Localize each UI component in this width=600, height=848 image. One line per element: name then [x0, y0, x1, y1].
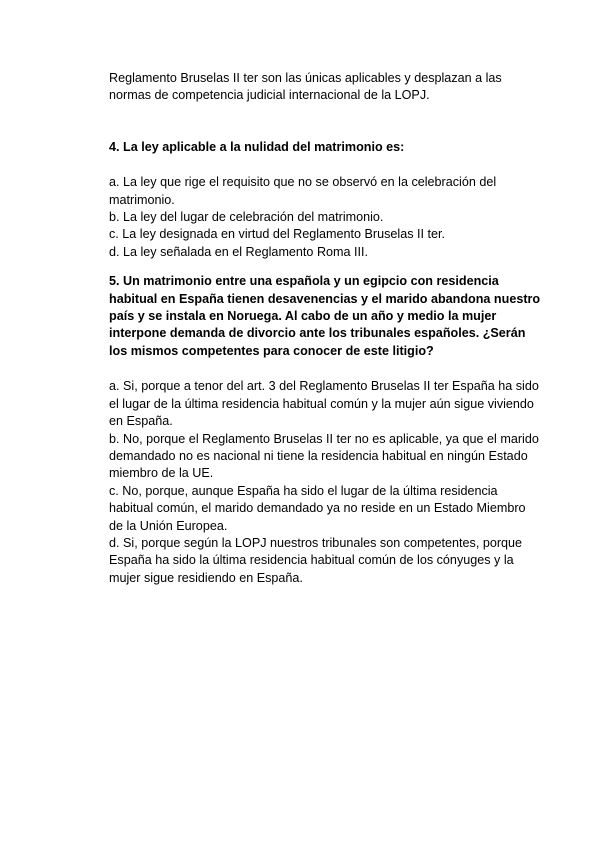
question-5-title: 5. Un matrimonio entre una española y un egipcio con residencia habitual en España tienen desavenencias y el marido abandona nuestro país y se instala en Noruega. Al cabo de un año y medio la mujer interpone demanda de divorcio ante los tribunales españoles. ¿Serán los mismos competentes para conocer de este litigio?: [109, 274, 541, 358]
question-4-option-d: d. La ley señalada en el Reglamento Roma III.: [109, 244, 369, 259]
intro-paragraph: Reglamento Bruselas II ter son las únicas aplicables y desplazan a las normas de competencia judicial internacional de la LOPJ.: [109, 71, 502, 103]
question-5-option-a: a. Si, porque a tenor del art. 3 del Reglamento Bruselas II ter España ha sido el lugar de la última residencia habitual común y la mujer aún sigue viviendo en España.: [109, 379, 539, 429]
question-5-options: [109, 378, 541, 587]
question-5-option-b: b. No, porque el Reglamento Bruselas II ter no es aplicable, ya que el marido demandado no es nacional ni tiene la residencia habitual en ningún Estado miembro de la UE.: [109, 431, 539, 481]
document-content: [109, 70, 541, 599]
question-5-option-c: c. No, porque, aunque España ha sido el lugar de la última residencia habitual común, el marido demandado ya no reside en un Estado Miembro de la Unión Europea.: [109, 483, 526, 533]
question-4-options: [109, 174, 541, 261]
question-5-option-d: d. Si, porque según la LOPJ nuestros tribunales son competentes, porque España ha sido la última residencia habitual común de los cónyuges y la mujer sigue residiendo en España.: [109, 535, 523, 585]
question-4-option-a: a. La ley que rige el requisito que no se observó en la celebración del matrimonio.: [109, 175, 497, 207]
question-4-option-c: c. La ley designada en virtud del Reglamento Bruselas II ter.: [109, 227, 446, 242]
question-4-option-b: b. La ley del lugar de celebración del matrimonio.: [109, 210, 384, 225]
question-4-title: 4. La ley aplicable a la nulidad del matrimonio es:: [109, 139, 405, 154]
